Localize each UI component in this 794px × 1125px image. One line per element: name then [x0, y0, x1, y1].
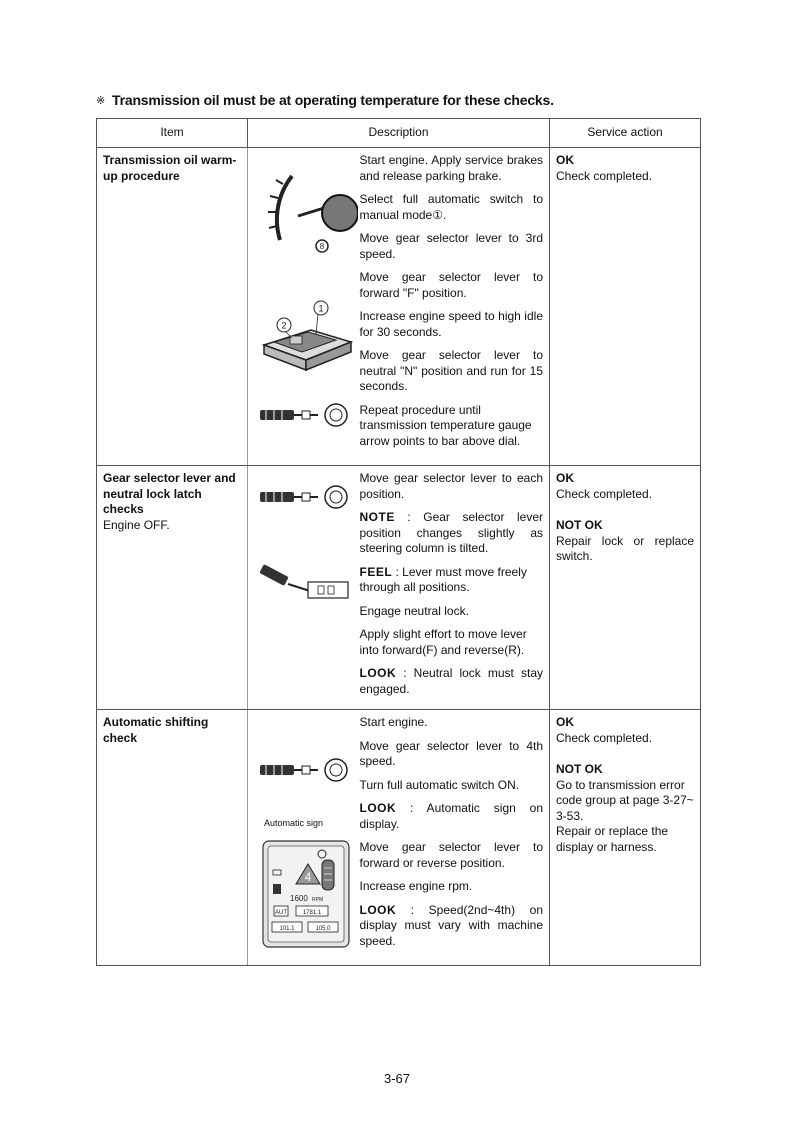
- look-step: LOOK : Automatic sign on display.: [359, 801, 543, 831]
- description-cell: [360, 710, 550, 966]
- note-step: NOTE : Gear selector lever position changes slightly as steering column is tilted.: [359, 510, 543, 555]
- table-row: [97, 148, 701, 466]
- gear-selector-lever-icon: [258, 400, 358, 430]
- feel-step: FEEL : Lever must move freely through all positions.: [359, 564, 527, 594]
- not-ok-text-2: Repair or replace the display or harness.: [556, 824, 669, 854]
- item-subtitle: Engine OFF.: [103, 517, 170, 532]
- gear-selector-lever-icon: [258, 755, 358, 785]
- header-description: Description: [248, 119, 550, 148]
- display-rpm: 1600: [290, 894, 308, 903]
- display-gear: 4: [304, 870, 312, 884]
- description-step: Increase engine rpm.: [359, 879, 473, 893]
- item-cell: [97, 466, 248, 710]
- service-cell: [550, 710, 701, 966]
- gear-selector-lever-icon: [258, 482, 358, 512]
- look-step: LOOK : Speed(2nd~4th) on display must vary with machine speed.: [359, 902, 543, 948]
- note-line: [96, 92, 554, 108]
- header-service-action: Service action: [550, 119, 701, 148]
- description-step: Select full automatic switch to manual mode①.: [359, 192, 543, 222]
- ok-text: Check completed.: [556, 730, 653, 745]
- note-text: Transmission oil must be at operating temperature for these checks.: [112, 92, 554, 108]
- description-step: Move gear selector lever to forward "F" position.: [359, 270, 543, 300]
- checks-table: [96, 118, 701, 966]
- item-cell: [97, 148, 248, 466]
- dial-mark: 8: [319, 242, 325, 251]
- description-step: Move gear selector lever to each position.: [359, 471, 543, 501]
- ok-text: Check completed.: [556, 486, 653, 501]
- display-auto-sign: AUT: [275, 910, 287, 916]
- description-cell: [360, 148, 550, 466]
- display-reading-3: 105.0: [315, 926, 331, 932]
- illustration-cell: [248, 466, 360, 710]
- display-reading-1: 1781.1: [302, 910, 322, 916]
- description-step: Turn full automatic switch ON.: [359, 777, 520, 792]
- description-step: Engage neutral lock.: [359, 603, 469, 618]
- automatic-sign-label: Automatic sign: [264, 818, 324, 828]
- display-rpm-unit: RPM: [312, 897, 324, 903]
- reference-mark: ※: [96, 95, 106, 107]
- illustration-cell: [248, 710, 360, 966]
- look-keyword: LOOK: [359, 666, 397, 680]
- feel-keyword: FEEL: [359, 564, 393, 579]
- description-step: Apply slight effort to move lever into forward(F) and reverse(R).: [359, 627, 527, 657]
- description-step: Increase engine speed to high idle for 30 seconds.: [359, 309, 543, 339]
- item-title: Gear selector lever and neutral lock latch checks: [103, 471, 236, 516]
- not-ok-label: NOT OK: [556, 762, 603, 776]
- table-row: [97, 466, 701, 710]
- not-ok-text: Repair lock or replace switch.: [556, 533, 694, 563]
- item-cell: [97, 710, 248, 966]
- display-reading-2: 101.1: [279, 926, 295, 932]
- label-one: 1: [318, 303, 324, 314]
- service-cell: [550, 148, 701, 466]
- not-ok-text: Go to transmission error code group at page 3-27~ 3-53.: [556, 777, 694, 823]
- description-step: Start engine.: [359, 715, 428, 729]
- look-keyword: LOOK: [359, 902, 397, 917]
- look-step: LOOK : Neutral lock must stay engaged.: [359, 666, 543, 696]
- description-cell: [360, 466, 550, 710]
- table-header-row: [97, 119, 701, 148]
- ok-text: Check completed.: [556, 168, 653, 183]
- table-row: [97, 710, 701, 966]
- illustration-cell: [248, 148, 360, 466]
- label-two: 2: [281, 320, 287, 331]
- look-keyword: LOOK: [359, 801, 397, 815]
- description-step: Move gear selector lever to 4th speed.: [359, 738, 543, 768]
- ok-label: OK: [556, 153, 574, 167]
- description-step: Move gear selector lever to 3rd speed.: [359, 231, 543, 261]
- page-number: 3-67: [383, 1071, 411, 1086]
- item-title: Automatic shifting check: [103, 715, 209, 745]
- description-step: Start engine. Apply service brakes and release parking brake.: [359, 153, 543, 183]
- cluster-display-icon: [262, 840, 352, 950]
- item-title: Transmission oil warm-up procedure: [103, 153, 237, 183]
- not-ok-label: NOT OK: [556, 518, 603, 532]
- ok-label: OK: [556, 715, 574, 729]
- service-cell: [550, 466, 701, 710]
- temperature-gauge-icon: [258, 168, 358, 258]
- gear-selector-panel-icon: [256, 290, 356, 380]
- description-step: Move gear selector lever to forward or reverse position.: [359, 840, 543, 870]
- note-keyword: NOTE: [359, 510, 395, 524]
- lever-neutral-lock-icon: [258, 564, 358, 604]
- ok-label: OK: [556, 471, 574, 485]
- description-step: Move gear selector lever to neutral "N" position and run for 15 seconds.: [359, 348, 543, 393]
- header-item: Item: [97, 119, 248, 148]
- description-step: Repeat procedure until transmission temperature gauge arrow points to bar above dial.: [359, 402, 532, 448]
